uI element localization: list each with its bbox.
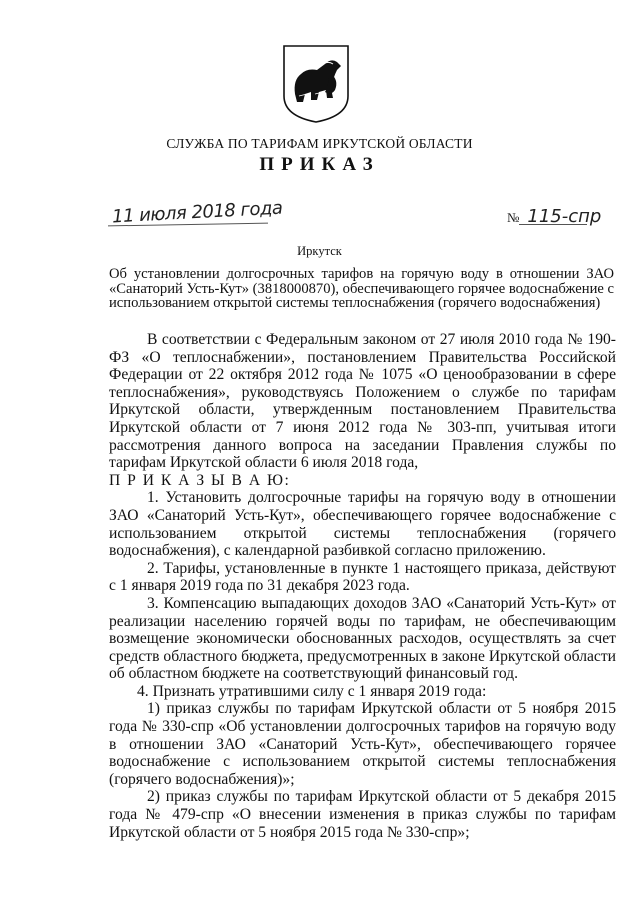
order-body [109, 331, 616, 841]
order-item-1: 1. Установить долгосрочные тарифы на горячую воду в отношении ЗАО «Санаторий Усть-Кут», обеспечивающего горячее водоснабжение с использованием открытой системы теплоснабжения (горячего водоснабжения), с календарной разбивкой согласно приложению. [109, 489, 616, 560]
number-underline [519, 224, 587, 225]
order-number-value: 115-спр [527, 206, 602, 227]
order-item-4-1: 1) приказ службы по тарифам Иркутской области от 5 ноября 2015 года № 330-спр «Об установлении долгосрочных тарифов на горячую воду в отношении ЗАО «Санаторий Усть-Кут», обеспечивающего горячее водоснабжение с использованием открытой системы теплоснабжения (горячего водоснабжения)»; [109, 700, 616, 788]
city: Иркутск [297, 244, 342, 258]
order-item-3: 3. Компенсацию выпадающих доходов ЗАО «Санаторий Усть-Кут» от реализации населению горячей воды по тарифам, не обеспечивающим возмещение экономически обоснованных расходов, осуществлять за счет средств областного бюджета, предусмотренных в законе Иркутской области об областном бюджете на соответствующий финансовый год. [109, 594, 616, 683]
agency-name: СЛУЖБА ПО ТАРИФАМ ИРКУТСКОЙ ОБЛАСТИ [166, 136, 473, 151]
order-date: 11 июля 2018 года [111, 197, 283, 228]
order-item-4: 4. Признать утратившими силу с 1 января 2019 года: [137, 682, 487, 700]
irkutsk-coat-of-arms-icon [281, 44, 351, 124]
order-number-label: № [507, 210, 520, 225]
order-directive: П Р И К А З Ы В А Ю: [109, 471, 291, 489]
order-item-4-2: 2) приказ службы по тарифам Иркутской области от 5 декабря 2015 года № 479-спр «О внесении изменения в приказ службы по тарифам Иркутской области от 5 ноября 2015 года № 330-спр»; [109, 788, 616, 841]
order-item-2: 2. Тарифы, установленные в пункте 1 настоящего приказа, действуют с 1 января 2019 года по 31 декабря 2023 года. [109, 559, 616, 595]
order-subject: Об установлении долгосрочных тарифов на горячую воду в отношении ЗАО «Санаторий Усть-Кут» (3818000870), обеспечивающего горячее водоснабжение с использованием открытой системы теплоснабжения (горячего водоснабжения) [109, 266, 614, 311]
preamble: В соответствии с Федеральным законом от 27 июля 2010 года № 190-ФЗ «О теплоснабжении», постановлением Правительства Российской Федерации от 22 октября 2012 года № 1075 «О ценообразовании в сфере теплоснабжения», руководствуясь Положением о службе по тарифам Иркутской области, утвержденным постановлением Правительства Иркутской области от 7 июня 2012 года № 303-пп, учитывая итоги рассмотрения данного вопроса на заседании Правления службы по тарифам Иркутской области 6 июля 2018 года, [109, 331, 616, 472]
document-title: ПРИКАЗ [259, 154, 380, 175]
